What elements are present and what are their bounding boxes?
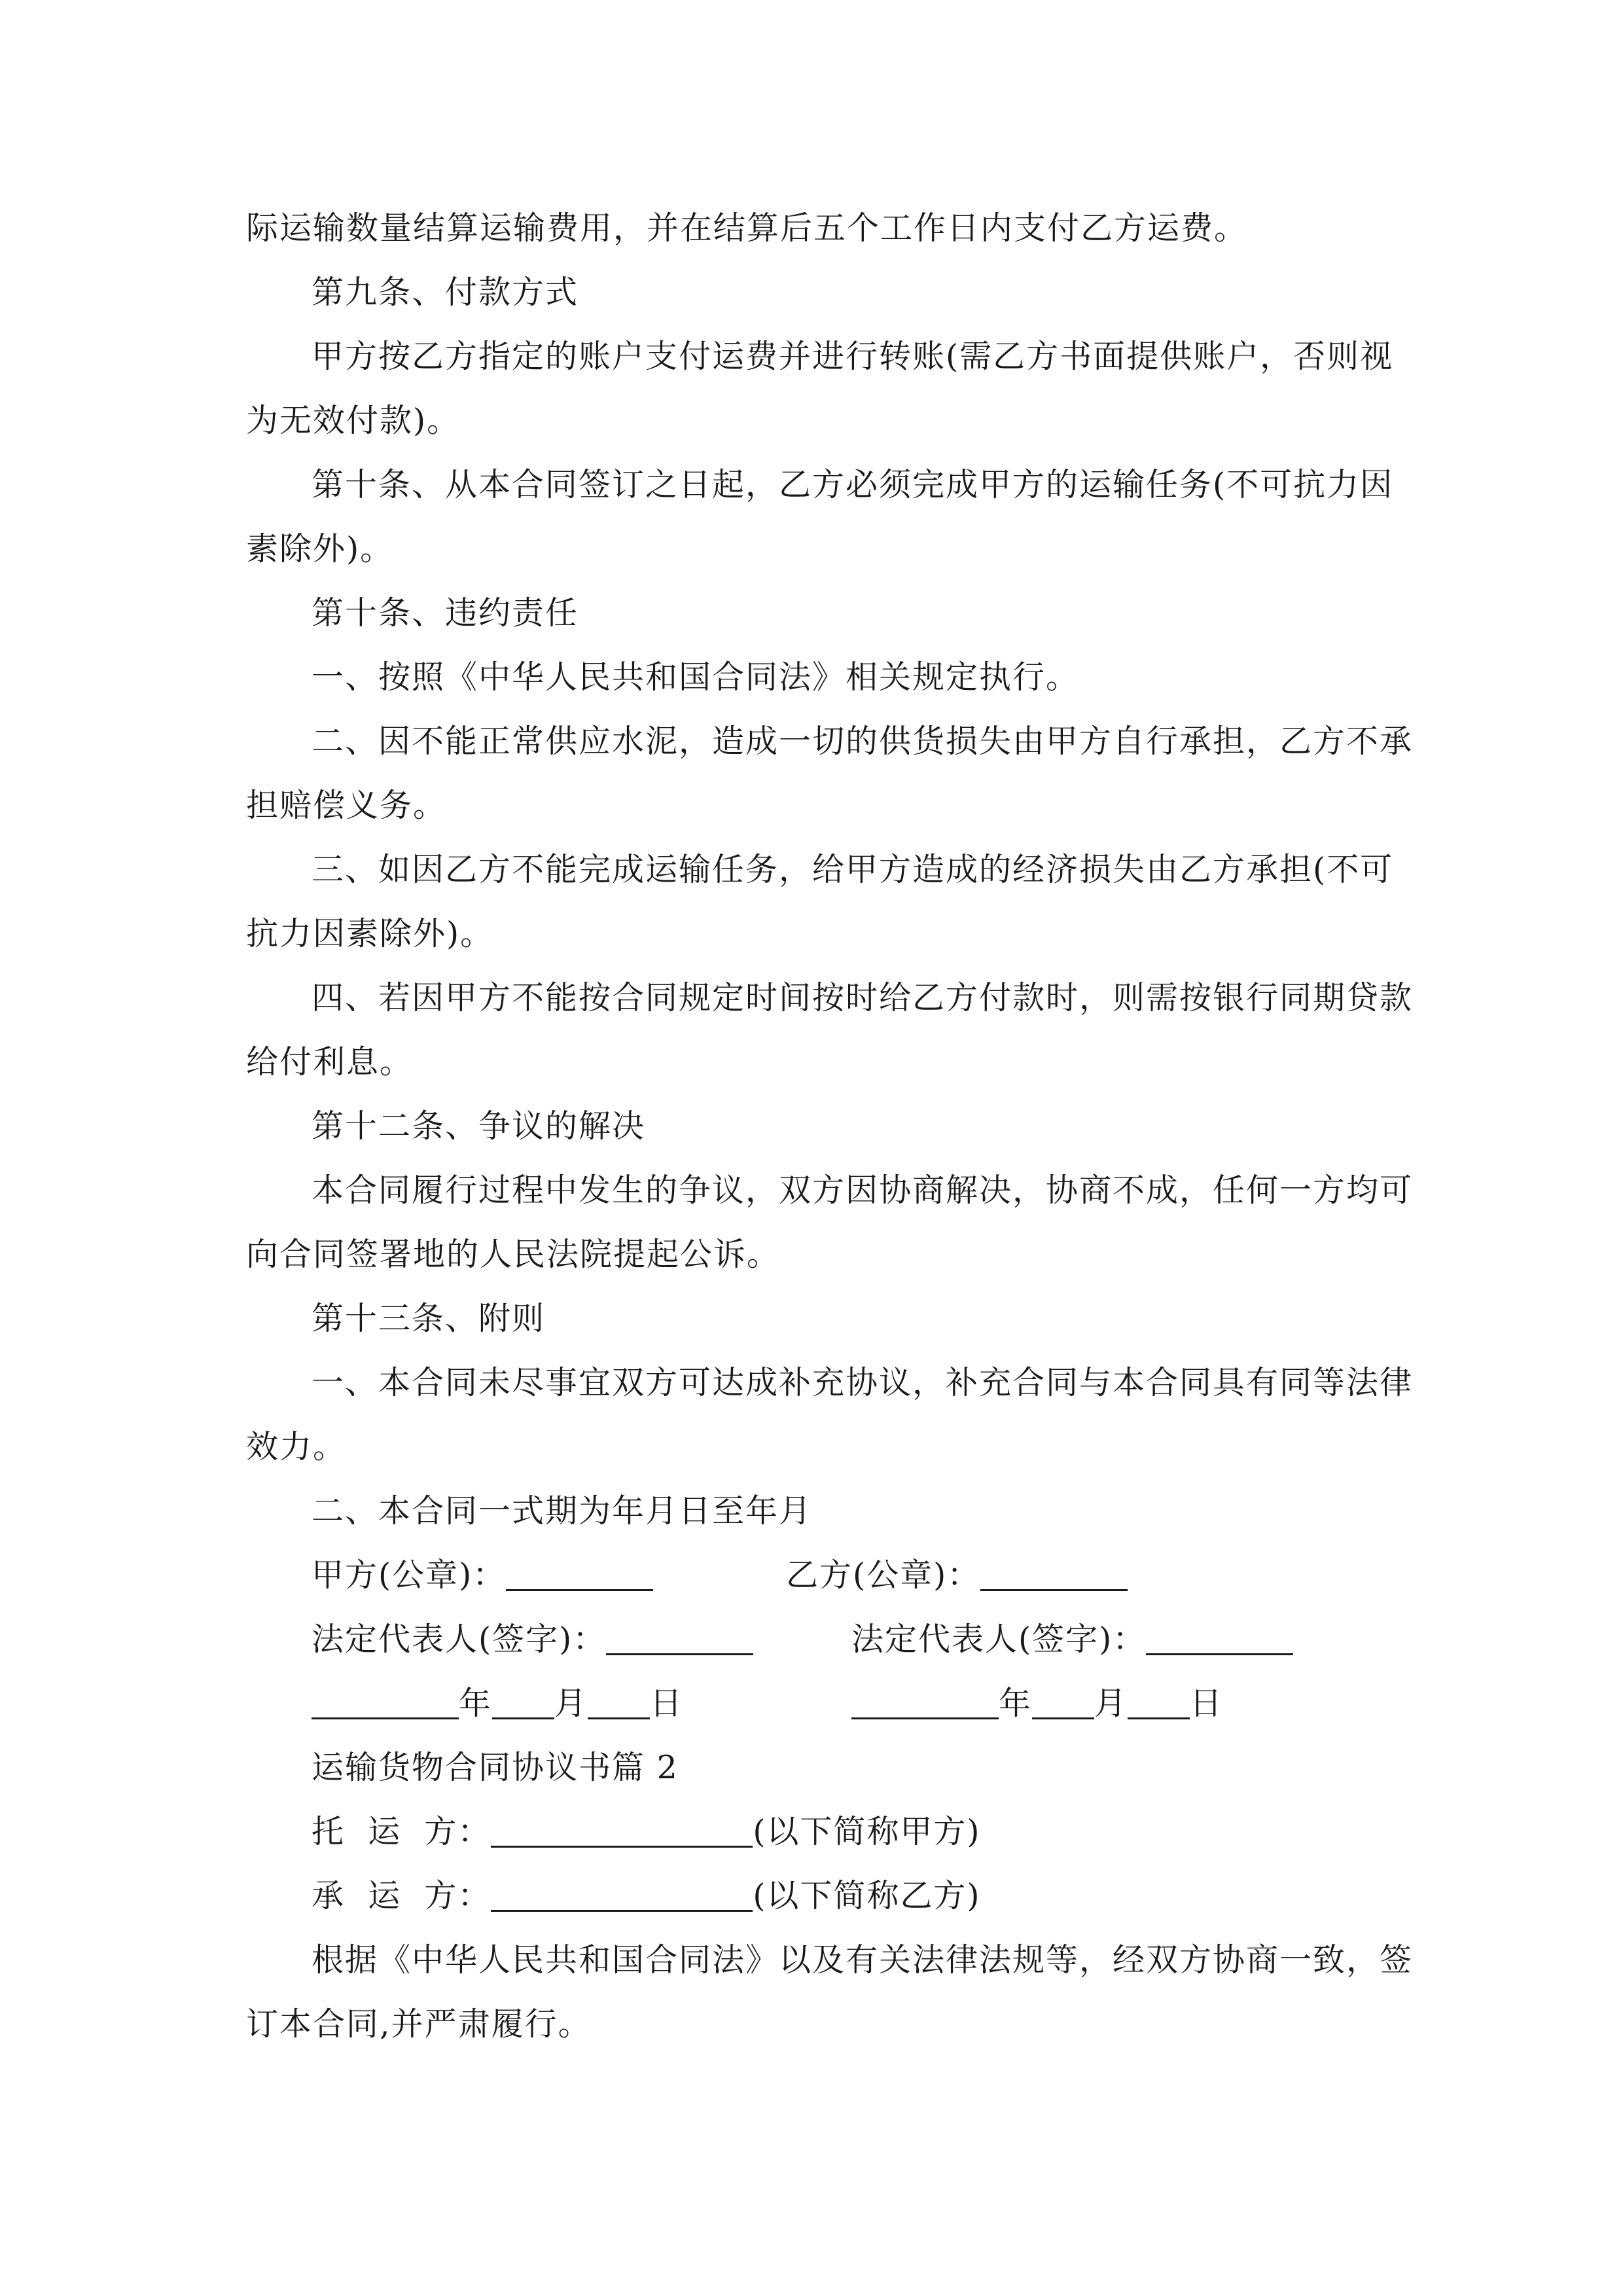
party-a-seal-blank[interactable]: [506, 1555, 653, 1591]
clause-heading: 第九条、付款方式: [312, 274, 579, 311]
year-b-blank[interactable]: [851, 1683, 999, 1719]
party-b-seal-label: 乙方(公章)：: [786, 1556, 981, 1594]
day-a-blank[interactable]: [588, 1683, 650, 1719]
paragraph-line: 抗力因素除外)。: [246, 915, 494, 952]
paragraph-line: 际运输数量结算运输费用，并在结算后五个工作日内支付乙方运费。: [246, 209, 1248, 247]
paragraph-line: 给付利息。: [246, 1043, 414, 1081]
section-title: 运输货物合同协议书篇 2: [312, 1749, 679, 1786]
signature-date-row: [246, 1672, 1378, 1736]
clause-heading: 第十二条、争议的解决: [312, 1107, 646, 1145]
paragraph-line: 二、因不能正常供应水泥，造成一切的供货损失由甲方自行承担，乙方不承: [312, 723, 1414, 760]
day-a-label: 日: [650, 1685, 684, 1722]
shipper-row: [246, 1800, 1378, 1864]
paragraph-line: 甲方按乙方指定的账户支付运费并进行转账(需乙方书面提供账户，否则视: [312, 338, 1394, 375]
carrier-suffix: (以下简称乙方): [753, 1877, 981, 1914]
paragraph-line: 素除外)。: [246, 530, 394, 567]
legal-rep-a-blank[interactable]: [606, 1619, 753, 1655]
year-a-blank[interactable]: [312, 1683, 459, 1719]
document-body: [246, 196, 1414, 2056]
shipper-suffix: (以下简称甲方): [753, 1813, 981, 1850]
paragraph-line: 根据《中华人民共和国合同法》以及有关法律法规等，经双方协商一致，签: [312, 1941, 1414, 1979]
month-a-blank[interactable]: [492, 1683, 554, 1719]
day-b-label: 日: [1190, 1685, 1224, 1722]
carrier-row: [246, 1864, 1378, 1928]
paragraph-line: 效力。: [246, 1428, 347, 1465]
legal-rep-b-label: 法定代表人(签字)：: [851, 1621, 1147, 1658]
paragraph-line: 向合同签署地的人民法院提起公诉。: [246, 1236, 781, 1273]
carrier-label: 承 运 方：: [312, 1877, 491, 1914]
legal-rep-b-blank[interactable]: [1146, 1619, 1293, 1655]
paragraph-line: 第十条、从本合同签订之日起，乙方必须完成甲方的运输任务(不可抗力因: [312, 466, 1394, 503]
legal-rep-a-label: 法定代表人(签字)：: [312, 1621, 607, 1658]
shipper-blank[interactable]: [491, 1812, 753, 1848]
signature-seal-row: [246, 1543, 1378, 1607]
year-a-label: 年: [459, 1685, 493, 1722]
day-b-blank[interactable]: [1128, 1683, 1190, 1719]
paragraph-line: 一、本合同未尽事宜双方可达成补充协议，补充合同与本合同具有同等法律: [312, 1364, 1414, 1401]
signature-rep-row: [246, 1607, 1378, 1672]
month-b-label: 月: [1094, 1685, 1128, 1722]
paragraph-line: 订本合同,并严肃履行。: [246, 2005, 592, 2043]
paragraph-line: 四、若因甲方不能按合同规定时间按时给乙方付款时，则需按银行同期贷款: [312, 979, 1414, 1016]
month-b-blank[interactable]: [1032, 1683, 1094, 1719]
paragraph-line: 担赔偿义务。: [246, 787, 447, 824]
paragraph-line: 一、按照《中华人民共和国合同法》相关规定执行。: [312, 658, 1080, 696]
carrier-blank[interactable]: [491, 1876, 753, 1912]
paragraph-line: 三、如因乙方不能完成运输任务，给甲方造成的经济损失由乙方承担(不可: [312, 851, 1394, 888]
paragraph-line: 本合同履行过程中发生的争议，双方因协商解决，协商不成，任何一方均可: [312, 1172, 1414, 1209]
year-b-label: 年: [999, 1685, 1033, 1722]
shipper-label: 托 运 方：: [312, 1813, 491, 1850]
paragraph-line: 为无效付款)。: [246, 402, 461, 439]
month-a-label: 月: [554, 1685, 588, 1722]
clause-heading: 第十条、违约责任: [312, 594, 579, 632]
clause-heading: 第十三条、附则: [312, 1300, 546, 1337]
party-b-seal-blank[interactable]: [980, 1555, 1128, 1591]
paragraph-line: 二、本合同一式期为年月日至年月: [312, 1492, 813, 1530]
party-a-seal-label: 甲方(公章)：: [312, 1556, 507, 1594]
